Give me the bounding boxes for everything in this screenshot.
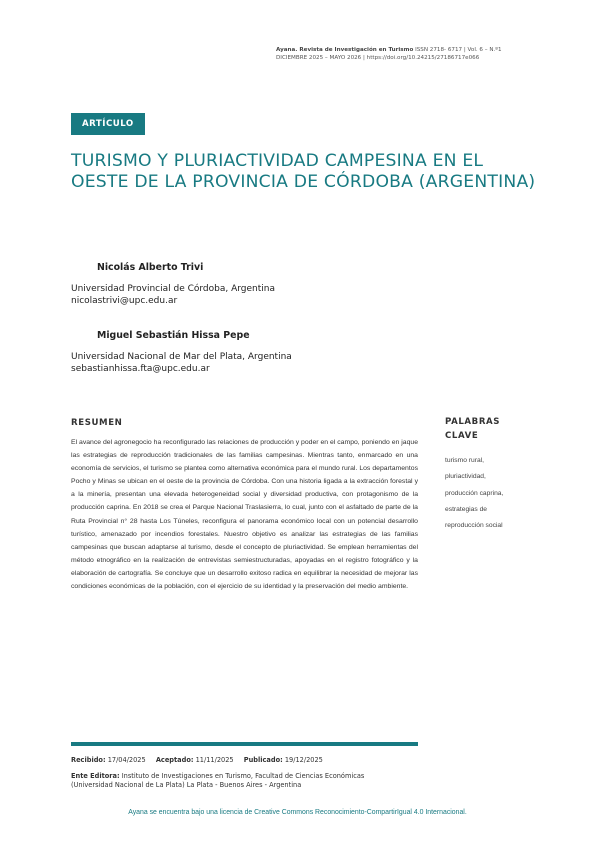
- author-affiliation-1: [71, 284, 275, 307]
- author-affiliation-2: [71, 352, 292, 375]
- published-value: 19/12/2025: [282, 756, 323, 764]
- journal-issn-volume: ISSN 2718- 6717 | Vol. 6 – N.º1: [413, 47, 502, 53]
- received-value: 17/04/2025: [105, 756, 146, 764]
- abstract-text: El avance del agronegocio ha reconfigurado las relaciones de producción y poder en el campo, poniendo en jaque las estrategias de reproducción tradicionales de las familias campesinas. Mientras tanto, enmarcado en una economía de servicios, el turismo se plantea como alternativa económica para el mundo rural. Los departamentos Pocho y Minas se ubican en el oeste de la provincia de Córdoba. Con una historia ligada a la extracción forestal y a la minería, presentan una elevada heterogeneidad social y diversidad productiva, con protagonismo de la producción caprina. En 2018 se crea el Parque Nacional Traslasierra, lo cual, junto con el asfaltado de parte de la Ruta Provincial n° 28 hasta Los Túneles, reconfigura el panorama económico local con un potencial desarrollo turístico, amenazado por incendios forestales. Nuestro objetivo es analizar las estrategias de las familias campesinas que buscan adaptarse al turismo, desde el concepto de pluriactividad. Se emplean herramientas del método etnográfico en la realización de entrevistas semiestructuradas, apoyadas en el registro fotográfico y la elaboración de cartografía. Se concluye que un desarrollo exitoso radica en equilibrar la necesidad de mejorar las condiciones económicas de la población, con el ejercicio de su identidad y la preservación del medio ambiente.: [71, 439, 418, 591]
- accepted-label: Aceptado:: [155, 756, 194, 764]
- author-name-2: Miguel Sebastián Hissa Pepe: [97, 330, 250, 341]
- keyword-item: pluriactividad,: [445, 473, 486, 481]
- abstract-heading: RESUMEN: [71, 418, 123, 428]
- editor-label: Ente Editora:: [71, 772, 120, 780]
- journal-header: [276, 46, 576, 62]
- footer-divider: [71, 742, 418, 746]
- license-notice[interactable]: Ayana se encuentra bajo una licencia de Creative Commons Reconocimiento-CompartirIgual 4.0 Internacional.: [128, 809, 467, 816]
- accepted-value: 11/11/2025: [193, 756, 234, 764]
- author-name-1: Nicolás Alberto Trivi: [97, 262, 204, 273]
- published-label: Publicado:: [243, 756, 283, 764]
- received-label: Recibido:: [71, 756, 106, 764]
- article-title: TURISMO Y PLURIACTIVIDAD CAMPESINA EN EL OESTE DE LA PROVINCIA DE CÓRDOBA (ARGENTINA): [71, 151, 536, 192]
- accepted-date: [156, 756, 234, 764]
- keywords-heading-line2: CLAVE: [445, 431, 479, 441]
- editor-text: Instituto de Investigaciones en Turismo, Facultad de Ciencias Económicas (Universidad Nacional de La Plata) La Plata - Buenos Aires - Argentina: [71, 772, 365, 789]
- keywords-heading: [445, 415, 525, 443]
- keyword-item: turismo rural,: [445, 457, 485, 464]
- journal-header-line1: [276, 46, 576, 54]
- keyword-item: producción caprina,: [445, 489, 504, 497]
- author-email-2[interactable]: sebastianhissa.fta@upc.edu.ar: [71, 363, 210, 374]
- author-institution-1: Universidad Provincial de Córdoba, Argentina: [71, 284, 275, 294]
- journal-name: Ayana. Revista de Investigación en Turismo: [276, 47, 414, 53]
- keywords-heading-line1: PALABRAS: [445, 417, 501, 427]
- published-date: [244, 756, 323, 764]
- article-type-badge: ARTÍCULO: [71, 113, 145, 135]
- author-email-1[interactable]: nicolastrivi@upc.edu.ar: [71, 295, 178, 306]
- keyword-item: estrategias de: [445, 505, 488, 513]
- keyword-item: reproducción social: [445, 522, 503, 530]
- author-institution-2: Universidad Nacional de Mar del Plata, Argentina: [71, 352, 292, 362]
- journal-header-line2[interactable]: DICIEMBRE 2025 – MAYO 2026 | https://doi.org/10.24215/27186717e066: [276, 55, 480, 61]
- keywords-list: [445, 453, 540, 534]
- editor-info: [71, 772, 401, 790]
- received-date: [71, 756, 146, 764]
- publication-dates: [71, 756, 331, 764]
